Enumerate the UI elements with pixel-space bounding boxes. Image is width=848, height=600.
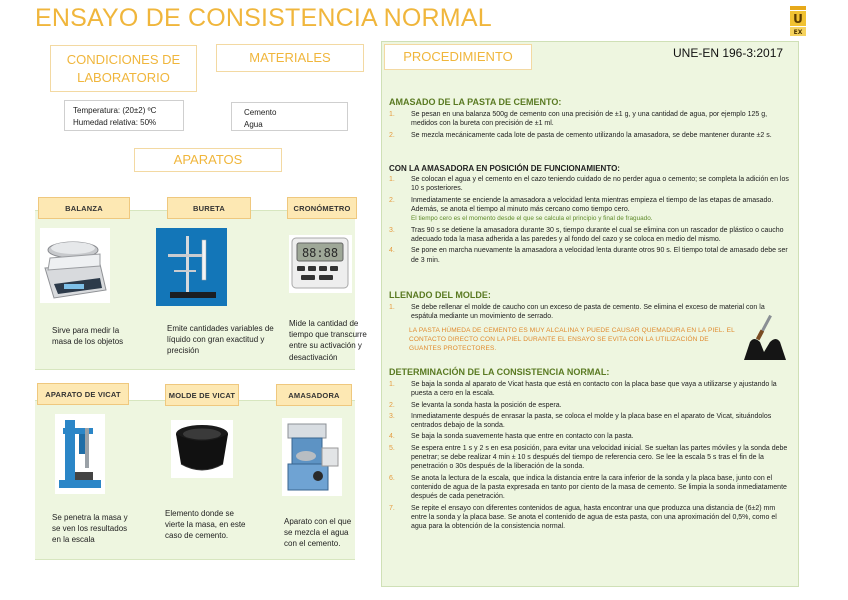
list-item bbox=[389, 444, 791, 472]
desc-bureta: Emite cantidades variables de líquido con gran exactitud y precisión bbox=[167, 324, 274, 356]
section-mixing-title: AMASADO DE LA PASTA DE CEMENTO: bbox=[389, 97, 562, 107]
desc-vicat: Se penetra la masa y se ven los resultados en la escala bbox=[52, 513, 128, 545]
equipment-header: APARATOS bbox=[134, 148, 282, 172]
section-filling-list bbox=[389, 303, 789, 324]
item-number: 1. bbox=[389, 304, 395, 311]
list-item bbox=[389, 474, 791, 502]
item-text: Se espera entre 1 s y 2 s en esa posición, para evitar una velocidad inicial. Se sueltan las partes móviles y la sonda debe penetrar; se debe realizar 4 min ± 10 s después del tiempo de referencia cero. Se lee la escala 5 s tras el fin de la penetración o 30s después de la liberación de la sonda. bbox=[411, 444, 788, 471]
tag-amasadora: AMASADORA bbox=[276, 384, 352, 406]
list-item bbox=[389, 246, 791, 265]
gloves-icon bbox=[740, 312, 790, 362]
temperature-text: Temperatura: (20±2) ºC bbox=[73, 106, 157, 115]
item-number: 5. bbox=[389, 444, 395, 452]
item-number: 2. bbox=[389, 196, 395, 204]
tag-cronometro: CRONÓMETRO bbox=[287, 197, 357, 219]
desc-cronometro: Mide la cantidad de tiempo que transcurre entre su activación y desactivación bbox=[289, 319, 367, 362]
item-text: Se baja la sonda al aparato de Vicat hasta que está en contacto con la placa base que vaya a utilizarse y ajustando la puesta a cero en la escala. bbox=[411, 381, 777, 398]
item-number: 1. bbox=[389, 111, 395, 118]
safety-warning: LA PASTA HÚMEDA DE CEMENTO ES MUY ALCALINA Y PUEDE CAUSAR QUEMADURA EN LA PIEL. EL CONTACTO DIRECTO CON LA PIEL DURANTE EL ENSAYO SE EVITA CON LA UTILIZACIÓN DE GUANTES PROTECTORES. bbox=[409, 327, 735, 353]
list-item bbox=[389, 131, 791, 140]
item-text: Se levanta la sonda hasta la posición de espera. bbox=[411, 401, 562, 409]
item-text: Se mezcla mecánicamente cada lote de pasta de cemento utilizando la amasadora, se debe mantener durante ±2 s. bbox=[411, 131, 772, 139]
page-title: ENSAYO DE CONSISTENCIA NORMAL bbox=[35, 4, 492, 32]
tag-bureta: BURETA bbox=[167, 197, 251, 219]
item-main-text: Inmediatamente se enciende la amasadora a velocidad lenta mientras empieza el tiempo de las etapas de amasado. Además, se anota el tiempo al minuto más cercano como tiempo cero. bbox=[411, 196, 774, 213]
desc-balanza: Sirve para medir la masa de los objetos bbox=[52, 326, 124, 347]
item-note: El tiempo cero es el momento desde el que se calcula el principio y final de fraguado. bbox=[411, 215, 653, 223]
item-text: Tras 90 s se detiene la amasadora durante 30 s, tiempo durante el cual se elimina con un rascador de plástico o caucho adecuado toda la masa adherida a las paredes y al fondo del cazo y se coloca en medio del mismo. bbox=[411, 226, 784, 243]
material-cement: Cemento bbox=[244, 108, 277, 117]
list-item bbox=[389, 226, 791, 245]
item-text: Se colocan el agua y el cemento en el cazo teniendo cuidado de no perder agua o cemento; se completa la adición en los 10 s posteriores. bbox=[411, 176, 789, 193]
item-text bbox=[411, 196, 791, 224]
item-text: Se pone en marcha nuevamente la amasadora a velocidad lenta durante otros 90 s. El tiempo total de amasado debe ser de 3 min. bbox=[411, 247, 788, 264]
material-water: Agua bbox=[244, 119, 263, 129]
university-logo bbox=[788, 6, 808, 36]
list-item bbox=[389, 110, 791, 129]
item-text: Se repite el ensayo con diferentes contenidos de agua, hasta encontrar una que produzca una distancia de (6±2) mm entre la sonda y la placa base. Se anota el contenido de agua de esta pasta, con una aproximación del 0,5%, como el agua para la obtención de la consistencia normal. bbox=[411, 504, 777, 531]
list-item bbox=[389, 380, 791, 399]
desc-amasadora: Aparato con el que se mezcla el agua con el cemento. bbox=[284, 517, 352, 549]
logo-letter: U bbox=[793, 12, 803, 26]
item-text: Se anota la lectura de la escala, que indica la distancia entre la cara inferior de la sonda y la placa base, junto con el contenido de agua de la pasta expresada en tanto por ciento de la masa de cemento. Se limpia la sonda inmediatamente después de cada penetración. bbox=[411, 474, 787, 501]
conditions-header: CONDICIONES DE LABORATORIO bbox=[50, 45, 197, 92]
section-filling-title: LLENADO DEL MOLDE: bbox=[389, 290, 491, 300]
item-number: 4. bbox=[389, 247, 395, 255]
item-number: 1. bbox=[389, 176, 395, 183]
item-number: 1. bbox=[389, 381, 395, 388]
logo-sub: EX bbox=[793, 29, 803, 36]
list-item bbox=[389, 432, 791, 441]
section-consistency-title: DETERMINACIÓN DE LA CONSISTENCIA NORMAL: bbox=[389, 367, 610, 377]
timer-image bbox=[289, 235, 352, 293]
item-number: 4. bbox=[389, 433, 395, 441]
item-number: 2. bbox=[389, 401, 395, 409]
list-item bbox=[389, 196, 791, 224]
section-mixing-list bbox=[389, 110, 791, 142]
balance-image bbox=[40, 228, 110, 303]
timer-display: 88:88 bbox=[301, 246, 339, 260]
item-text: Se pesan en una balanza 500g de cemento con una precisión de ±1 g, y una cantidad de agua, por ejemplo 125 g, medidos con la bureta con precisión de ±1 ml. bbox=[411, 111, 768, 128]
item-number: 3. bbox=[389, 412, 395, 420]
list-item bbox=[389, 504, 791, 532]
standard-reference: UNE-EN 196-3:2017 bbox=[673, 46, 784, 60]
item-number: 6. bbox=[389, 474, 395, 482]
item-text: Se debe rellenar el molde de caucho con un exceso de pasta de cemento. Se elimina el exceso de material con la espátula mediante un movimiento de serrado. bbox=[411, 304, 765, 321]
section-consistency-list bbox=[389, 380, 791, 533]
humidity-text: Humedad relativa: 50% bbox=[73, 117, 157, 127]
materials-box bbox=[231, 102, 348, 131]
materials-header: MATERIALES bbox=[216, 44, 364, 72]
item-number: 2. bbox=[389, 131, 395, 139]
list-item bbox=[389, 401, 791, 410]
mould-image bbox=[171, 420, 233, 478]
list-item bbox=[389, 303, 789, 322]
tag-balanza: BALANZA bbox=[38, 197, 130, 219]
desc-molde: Elemento donde se vierte la masa, en este caso de cemento. bbox=[165, 509, 246, 541]
conditions-box bbox=[64, 100, 184, 131]
tag-molde: MOLDE DE VICAT bbox=[165, 384, 239, 406]
section-mixer-title: CON LA AMASADORA EN POSICIÓN DE FUNCIONAMIENTO: bbox=[389, 164, 620, 173]
item-text: Inmediatamente después de enrasar la pasta, se coloca el molde y la placa base en el aparato de Vicat, situándolos centrados debajo de la sonda. bbox=[411, 412, 772, 430]
tag-vicat: APARATO DE VICAT bbox=[37, 383, 129, 405]
item-number: 7. bbox=[389, 504, 395, 512]
procedure-header: PROCEDIMIENTO bbox=[384, 44, 532, 70]
list-item bbox=[389, 412, 791, 431]
section-mixer-list bbox=[389, 175, 791, 267]
mixer-image bbox=[282, 418, 342, 496]
item-number: 3. bbox=[389, 226, 395, 234]
list-item bbox=[389, 175, 791, 194]
item-text: Se baja la sonda suavemente hasta que entre en contacto con la pasta. bbox=[411, 433, 634, 441]
burette-image bbox=[156, 228, 227, 306]
vicat-image bbox=[55, 414, 105, 494]
